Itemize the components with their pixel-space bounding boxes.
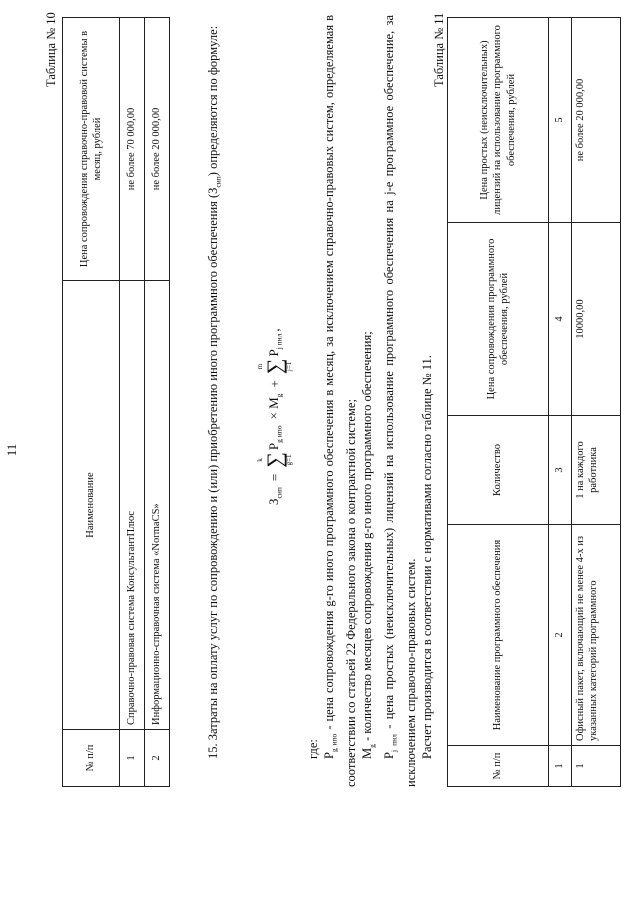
section15-intro [205,15,227,787]
intro-subscript: сип [213,176,223,188]
table-row [572,18,621,787]
table11-header-cell: Количество [448,416,549,525]
table-cell: не более 20 000,00 [145,18,170,281]
calc-note: Расчет производится в соответствии с нормативами согласно таблице № 11. [420,355,435,759]
table-cell: Справочно-правовая система КонсультантПлюс [120,281,145,730]
table-cell: 10000,00 [572,223,621,416]
formula-lhs: $З_{сип}$ [266,487,284,505]
formula-end: , [267,328,282,332]
table-cell: 2 [549,525,572,746]
table11-caption: Таблица № 11 [432,12,446,87]
table-cell: 1 [549,746,572,787]
table-cell: не более 20 000,00 [572,18,621,223]
equals-sign: = [267,473,282,482]
table11-header-cell: № п/п [448,746,549,787]
definition-2: $M_g$ - количество месяцев сопровождения g-го иного программного обеспечения; [360,331,377,759]
table-cell: 3 [549,416,572,525]
table11-header-cell: Цена сопровождения программного обеспечения, рублей [448,223,549,416]
table11-number-row [549,18,572,787]
plus-sign: + [267,380,282,388]
formula-term1: $P_{g ипо}$ [266,425,284,451]
formula [248,328,302,505]
table-cell: 1 [120,730,145,787]
table-row [120,18,145,787]
table10-header-row [63,18,120,787]
sum-symbol-1: k ∑ g=1 [256,452,293,468]
table11-header-cell: Цена простых (неисключительных) лицензий на использование программного обеспечения, рублей [448,18,549,223]
formula-term2: $P_{j пнл}$ [266,333,284,357]
table11 [447,17,621,787]
table10-header-cell: № п/п [63,730,120,787]
intro-text: Затраты на оплату услуг по сопровождению и (или) приобретению иного программного обеспечения (З [206,187,220,741]
table-cell: 1 [572,746,621,787]
table-cell: 5 [549,18,572,223]
table10-header-cell: Цена сопровождения справочно-правовой системы в месяц, рублей [63,18,120,281]
sum-symbol-2: m ∑ j=1 [256,358,293,375]
table10-header-cell: Наименование [63,281,120,730]
table-row [145,18,170,787]
intro-text-end: ) определяются по формуле: [206,25,220,177]
definition-3: $P_{j пнл}$ - цена простых (неисключительных) лицензий на использование программного обеспечения на j-е программное обеспечение, за исключением справочно-правовых систем. [382,15,418,787]
definitions [305,15,436,787]
table-cell: 4 [549,223,572,416]
table-cell: не более 70 000,00 [120,18,145,281]
table11-header-cell: Наименование программного обеспечения [448,525,549,746]
table-cell: 2 [145,730,170,787]
table10 [62,17,170,787]
table11-header-row [448,18,549,787]
table-cell: Офисный пакет, включающий не менее 4-х из указанных категорий программного [572,525,621,746]
page-number: 11 [4,443,19,457]
table-cell: 1 на каждого работника [572,416,621,525]
formula-times: × $M_g$ [266,393,284,420]
definition-1: $P_{g ипо}$ - цена сопровождения g-го иного программного обеспечения в месяц, за исключением справочно-правовых систем, определяемая в соответствии со статьей 22 Федерального закона о контрактной системе; [322,14,359,787]
section-number: 15. [206,743,220,759]
where-label: где: [306,739,320,759]
table10-caption: Таблица № 10 [44,12,58,87]
table-cell: Информационно-справочная система «NormaCS» [145,281,170,730]
